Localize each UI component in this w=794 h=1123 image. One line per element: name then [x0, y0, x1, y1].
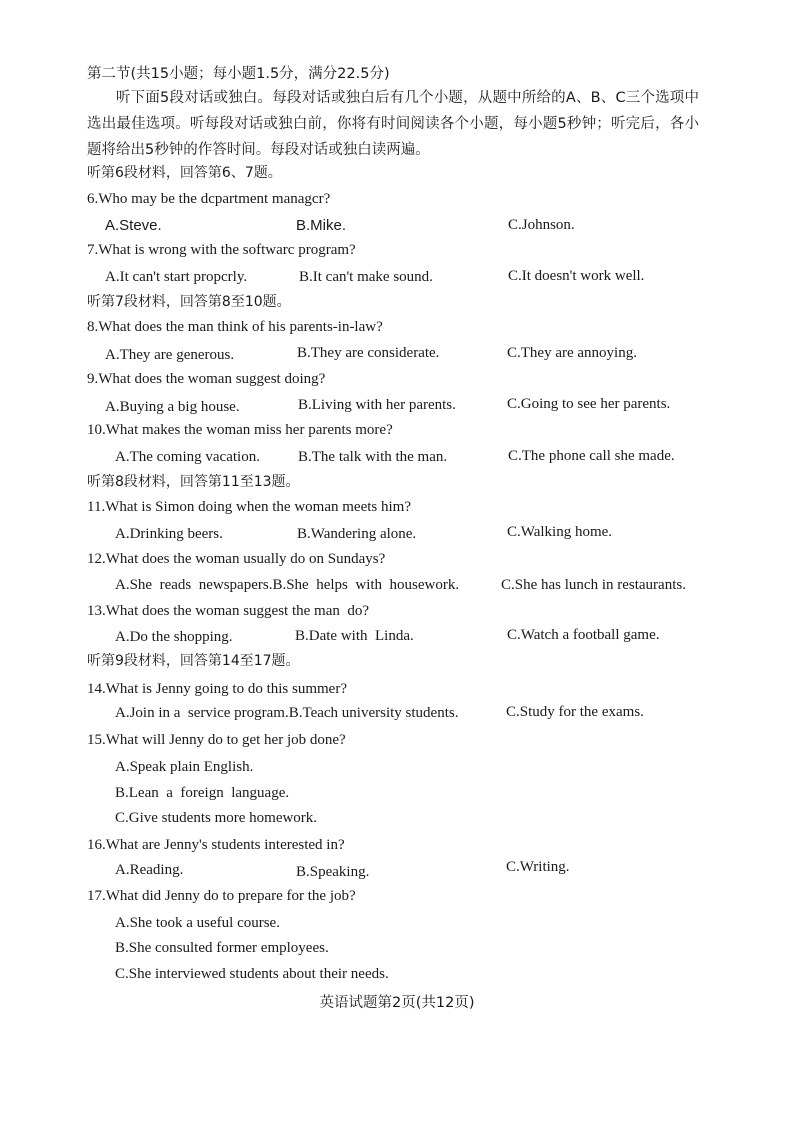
question-11-stem: 11.What is Simon doing when the woman meets him?: [87, 499, 411, 515]
question-9-option-c[interactable]: C.Going to see her parents.: [507, 396, 671, 412]
question-15-option-a[interactable]: A.Speak plain English.: [115, 759, 254, 775]
question-6-option-a[interactable]: A.Steve.: [105, 217, 162, 234]
question-13-stem: 13.What does the woman suggest the man do?: [87, 603, 370, 619]
question-11-option-b[interactable]: B.Wandering alone.: [297, 526, 417, 542]
question-6-option-c[interactable]: C.Johnson.: [508, 217, 575, 233]
material-6-label: 听第6段材料，回答第6、7题。: [87, 165, 282, 181]
material-8-label: 听第8段材料，回答第11至13题。: [87, 474, 300, 490]
question-16-option-c[interactable]: C.Writing.: [506, 859, 570, 875]
question-10-option-b[interactable]: B.The talk with the man.: [298, 449, 448, 465]
question-8-option-c[interactable]: C.They are annoying.: [507, 345, 637, 361]
question-7-option-a[interactable]: A.It can't start propcrly.: [105, 269, 248, 285]
question-14-options-ab[interactable]: A.Join in a service program.B.Teach university students.: [115, 705, 459, 721]
question-6-option-b[interactable]: B.Mike.: [296, 217, 347, 234]
question-8-option-b[interactable]: B.They are considerate.: [297, 345, 440, 361]
question-13-option-c[interactable]: C.Watch a football game.: [507, 627, 660, 643]
material-7-label: 听第7段材料，回答第8至10题。: [87, 294, 291, 310]
question-12-options-ab[interactable]: A.She reads newspapers.B.She helps with housework.: [115, 577, 460, 593]
question-11-option-a[interactable]: A.Drinking beers.: [115, 526, 223, 542]
question-16-stem: 16.What are Jenny's students interested in?: [87, 837, 345, 853]
question-14-option-c[interactable]: C.Study for the exams.: [506, 704, 644, 720]
question-17-option-b[interactable]: B.She consulted former employees.: [115, 940, 329, 956]
question-15-option-b[interactable]: B.Lean a foreign language.: [115, 785, 290, 801]
question-10-option-c[interactable]: C.The phone call she made.: [508, 448, 675, 464]
question-17-stem: 17.What did Jenny do to prepare for the job?: [87, 888, 356, 904]
question-11-option-c[interactable]: C.Walking home.: [507, 524, 613, 540]
question-6-stem: 6.Who may be the dcpartment managcr?: [87, 191, 331, 207]
question-7-option-b[interactable]: B.It can't make sound.: [299, 269, 433, 285]
question-9-option-b[interactable]: B.Living with her parents.: [298, 397, 456, 413]
question-9-stem: 9.What does the woman suggest doing?: [87, 371, 326, 387]
page-footer: 英语试题第2页(共12页): [319, 995, 475, 1011]
question-7-option-c[interactable]: C.It doesn't work well.: [508, 268, 645, 284]
material-9-label: 听第9段材料，回答第14至17题。: [87, 653, 300, 669]
question-8-option-a[interactable]: A.They are generous.: [105, 347, 235, 363]
question-14-stem: 14.What is Jenny going to do this summer?: [87, 681, 347, 697]
question-15-stem: 15.What will Jenny do to get her job done?: [87, 732, 346, 748]
question-8-stem: 8.What does the man think of his parents-in-law?: [87, 319, 383, 335]
question-16-option-a[interactable]: A.Reading.: [115, 862, 184, 878]
question-17-option-c[interactable]: C.She interviewed students about their needs.: [115, 966, 389, 982]
question-13-option-a[interactable]: A.Do the shopping.: [115, 629, 233, 645]
question-15-option-c[interactable]: C.Give students more homework.: [115, 810, 318, 826]
question-10-option-a[interactable]: A.The coming vacation.: [115, 449, 260, 465]
question-16-option-b[interactable]: B.Speaking.: [296, 864, 370, 880]
question-7-stem: 7.What is wrong with the softwarc program?: [87, 242, 356, 258]
section-title: 第二节(共15小题；每小题1.5分，满分22.5分): [87, 66, 390, 82]
question-13-option-b[interactable]: B.Date with Linda.: [295, 628, 414, 644]
question-17-option-a[interactable]: A.She took a useful course.: [115, 915, 280, 931]
question-10-stem: 10.What makes the woman miss her parents more?: [87, 422, 393, 438]
section-instructions: 听下面5段对话或独白。每段对话或独白后有几个小题，从题中所给的A、B、C三个选项中选出最佳选项。听每段对话或独白前，你将有时间阅读各个小题，每小题5秒钟；听完后，各小题将给出5秒钟的作答时间。每段对话或独白读两遍。: [87, 90, 699, 158]
question-12-option-c[interactable]: C.She has lunch in restaurants.: [501, 577, 686, 593]
question-12-stem: 12.What does the woman usually do on Sundays?: [87, 551, 386, 567]
question-9-option-a[interactable]: A.Buying a big house.: [105, 399, 240, 415]
